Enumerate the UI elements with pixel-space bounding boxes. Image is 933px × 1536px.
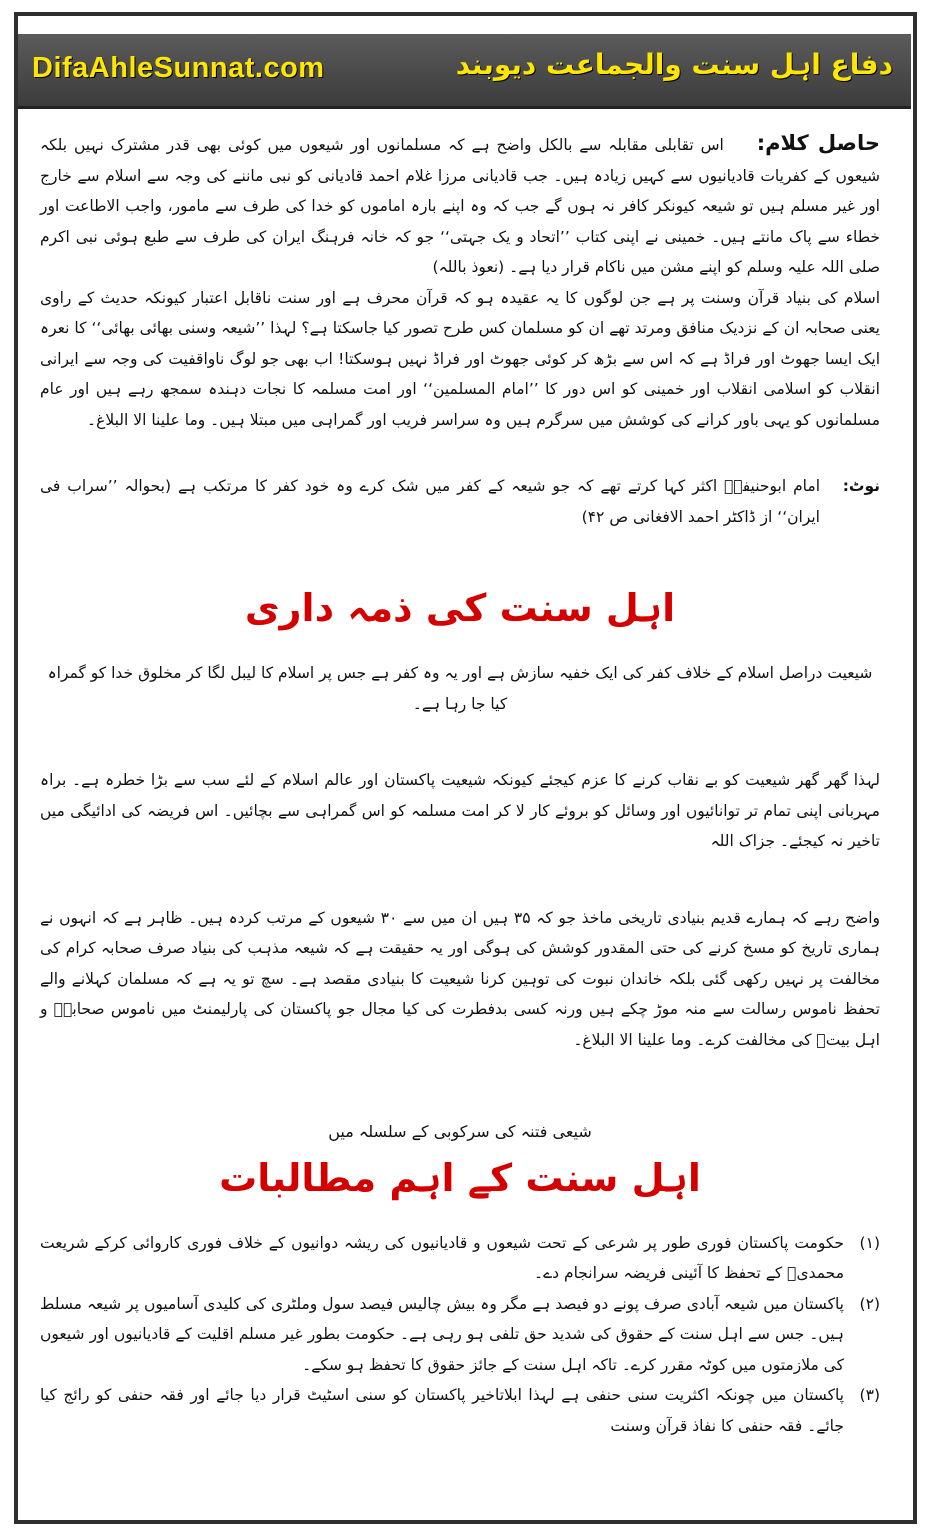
title-responsibility: اہل سنت کی ذمہ داری xyxy=(244,586,676,630)
history-paragraph: واضح رہے کہ ہمارے قدیم بنیادی تاریخی ماخذ جو کہ ۳۵ ہیں ان میں سے ۳۰ شیعوں کے مرتب کردہ ہیں۔ ظاہر ہے کہ انہوں نے ہماری تاریخ کو مسخ کرنے کی حتی المقدور کوشش کی ہوگی اور یہ حقیقت ہے کہ شیعہ مذہب کی بنیاد صرف صحابہ کرام کی مخالفت پر نہیں رکھی گئی بلکہ خاندان نبوت کی توہین کرنا شیعیت کا بنیادی مقصد ہے۔ سچ تو یہ ہے کہ مسلمان کہلانے والے تحفظ ناموس رسالت سے منہ موڑ چکے ہیں ورنہ کسی بدفطرت کی کیا مجال جو پاکستان کی پارلیمنٹ میں ناموس صحابہؓ و اہل بیتؓ کی مخالفت کرے۔ وما علینا الا البلاغ۔ xyxy=(40,908,881,1049)
summary-heading: حاصل کلام: xyxy=(756,131,880,155)
demands-subheading: شیعی فتنہ کی سرکوبی کے سلسلہ میں xyxy=(328,1122,592,1141)
header-banner xyxy=(18,34,911,109)
summary-paragraph xyxy=(40,128,880,283)
note-label: نوٹ: xyxy=(842,477,880,495)
responsibility-paragraph: لہذا گھر گھر شیعیت کو بے نقاب کرنے کا عزم کیجئے کیونکہ شیعیت پاکستان اور عالم اسلام کے لئے سب سے بڑا خطرہ ہے۔ براہ مہربانی اپنی تمام تر توانائیوں اور وسائل کو بروئے کار لا کر امت مسلمہ کو اس گمراہی سے بچائیں۔ اس فریضہ کی ادائیگی میں تاخیر نہ کیجئے۔ جزاک اللہ xyxy=(40,771,880,850)
demand-number: (۱) xyxy=(859,1233,880,1252)
site-urdu-title: دفاع اہل سنت والجماعت دیوبند xyxy=(455,48,893,81)
demand-item xyxy=(40,1228,880,1289)
site-name[interactable]: DifaAhleSunnat.com xyxy=(32,52,325,84)
demand-text: پاکستان میں شیعہ آبادی صرف پونے دو فیصد ہے مگر وہ بیش چالیس فیصد سول وملٹری کی کلیدی آسامیوں پر شیعہ مسلط ہیں۔ جس سے اہل سنت کے حقوق کی شدید حق تلفی ہو رہی ہے۔ حکومت بطور غیر مسلم اقلیت کے قادیانیوں اور شیعوں کی ملازمتوں میں کوٹہ مقرر کرے۔ تاکہ اہل سنت کے جائز حقوق کا تحفظ ہو سکے۔ xyxy=(40,1294,844,1374)
summary-text: اس تقابلی مقابلہ سے بالکل واضح ہے کہ مسلمانوں اور شیعوں میں کوئی بھی قدر مشترک نہیں بلکہ شیعوں کے کفریات قادیانیوں سے کہیں زیادہ ہیں۔ جب قادیانی مرزا غلام احمد قادیانی کو نبی ماننے کی وجہ سے اسلام سے خارج اور غیر مسلم ہیں تو شیعہ کیونکر کافر نہ ہوں گے جب کہ وہ اپنے بارہ اماموں کو خدا کی طرف سے مامور، واجب الاطاعت اور خطاء سے پاک مانتے ہیں۔ خمینی نے اپنی کتاب ’’اتحاد و یک جہتی‘‘ جو کہ خانہ فرہنگ ایران کی طرف سے طبع ہوئی نبی اکرم صلی اللہ علیہ وسلم کو اپنے مشن میں ناکام قرار دیا ہے۔ (نعوذ باللہ) xyxy=(40,136,880,276)
note xyxy=(40,471,880,532)
demand-item xyxy=(40,1380,880,1441)
paragraph-2: اسلام کی بنیاد قرآن وسنت پر ہے جن لوگوں کا یہ عقیدہ ہو کہ قرآن محرف ہے اور سنت ناقابل اعتبار کیونکہ حدیث کے راوی یعنی صحابہ ان کے نزدیک منافق ومرتد تھے ان کو مسلمان کس طرح تصور کیا جاسکتا ہے؟ لہذا ’’شیعہ وسنی بھائی بھائی‘‘ کا نعرہ ایک ایسا جھوٹ اور فراڈ ہے کہ اس سے بڑھ کر کوئی جھوٹ اور فراڈ نہیں ہوسکتا! اب بھی جو لوگ ناواقفیت کی وجہ سے ایرانی انقلاب کو اسلامی انقلاب اور خمینی کو اس دور کا ’’امام المسلمین‘‘ اور امت مسلمہ کا نجات دہندہ سمجھ رہے ہیں اور عام مسلمانوں کو یہی باور کرانے کی کوشش میں سرگرم ہیں وہ سراسر فریب اور گمراہی میں مبتلا ہیں۔ وما علینا الا البلاغ۔ xyxy=(40,288,880,429)
demand-text: حکومت پاکستان فوری طور پر شرعی کے تحت شیعوں و قادیانیوں کی ریشہ دوانیوں کے خلاف فوری کاروائی کرکے شریعت محمدیؐ کے تحفظ کا آئینی فریضہ سرانجام دے۔ xyxy=(40,1233,844,1282)
demand-text: پاکستان میں چونکہ اکثریت سنی حنفی ہے لہذا ابلاتاخیر پاکستان کو سنی اسٹیٹ قرار دیا جائے اور فقہ حنفی کو رائج کیا جائے۔ فقہ حنفی کا نفاذ قرآن وسنت xyxy=(40,1386,844,1435)
demand-number: (۲) xyxy=(859,1294,880,1313)
responsibility-intro: شیعیت دراصل اسلام کے خلاف کفر کی ایک خفیہ سازش ہے اور یہ وہ کفر ہے جس پر اسلام کا لیبل لگا کر مخلوق خدا کو گمراہ کیا جا رہا ہے۔ xyxy=(47,664,873,713)
demand-number: (۳) xyxy=(859,1386,880,1404)
note-text: امام ابوحنیفہؒ اکثر کہا کرتے تھے کہ جو شیعہ کے کفر میں شک کرے وہ خود کفر کا مرتکب ہے (بحوالہ ’’سراب فی ایران‘‘ از ڈاکٹر احمد الافغانی ص ۴۲) xyxy=(40,477,820,526)
demand-item xyxy=(40,1289,880,1381)
article-body xyxy=(40,128,880,1441)
title-demands: اہل سنت کے اہم مطالبات xyxy=(219,1155,701,1200)
